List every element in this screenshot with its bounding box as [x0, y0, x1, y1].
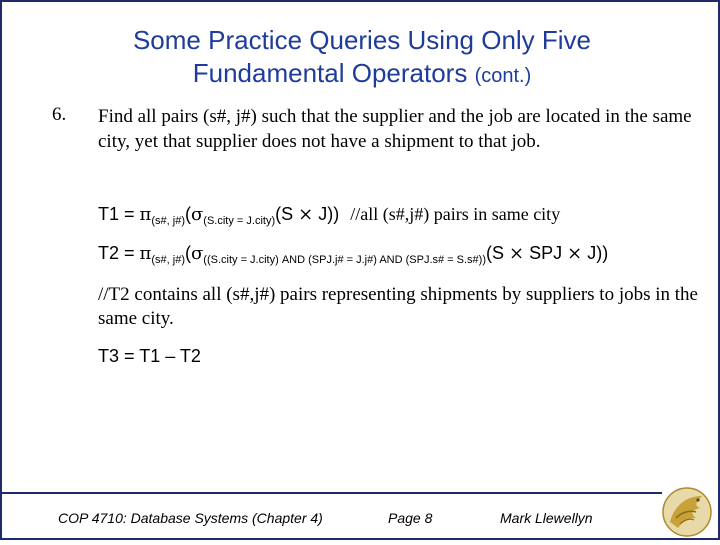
item-number: 6.: [52, 104, 67, 125]
footer-author: Mark Llewellyn: [500, 510, 593, 526]
t1-rel-a: (S: [275, 204, 299, 224]
t1-times: ×: [298, 204, 314, 225]
t1-comment: //all (s#,j#) pairs in same city: [350, 204, 561, 224]
pegasus-logo-icon: [656, 482, 718, 540]
t1-sigma: σ: [191, 204, 204, 225]
title-line-1: Some Practice Queries Using Only Five: [132, 25, 592, 55]
title-suffix: (cont.): [474, 65, 532, 87]
t2-rel-a: (S: [486, 243, 510, 263]
t1-rel-b: J)): [313, 204, 340, 224]
t3-expression: T3 = T1 – T2: [98, 346, 201, 366]
t2-expression: [98, 243, 608, 266]
t1-pi: π: [139, 204, 152, 225]
title-line-2: [42, 57, 682, 93]
t1-pi-sub: (s#, j#): [151, 215, 185, 227]
title-line-2-text: Fundamental Operators: [192, 58, 468, 88]
footer: [2, 494, 662, 542]
t2-pi: π: [139, 243, 152, 264]
t2-pi-sub: (s#, j#): [151, 254, 185, 266]
t2-rel-b: SPJ: [524, 243, 568, 263]
t2-times-1: ×: [509, 243, 525, 264]
footer-page: Page 8: [388, 510, 433, 526]
item-text: Find all pairs (s#, j#) such that the supplier and the job are located in the same city, yet that supplier does not have a shipment to that job.: [98, 106, 692, 152]
t2-comment: //T2 contains all (s#,j#) pairs representing shipments by suppliers to jobs in the same city.: [98, 284, 698, 329]
t2-times-2: ×: [567, 243, 583, 264]
t2-lhs: T2 =: [98, 243, 140, 263]
slide-title: [42, 24, 682, 93]
t1-open: (: [185, 204, 191, 224]
t2-open: (: [185, 243, 191, 263]
t2-sigma-sub: ((S.city = J.city) AND (SPJ.j# = J.j#) AND (SPJ.s# = S.s#)): [203, 254, 486, 266]
t1-sigma-sub: (S.city = J.city): [203, 215, 276, 227]
t2-rel-c: J)): [582, 243, 609, 263]
t1-expression: [98, 204, 560, 227]
t1-lhs: T1 =: [98, 204, 140, 224]
t2-sigma: σ: [191, 243, 204, 264]
footer-course: COP 4710: Database Systems (Chapter 4): [58, 510, 323, 526]
